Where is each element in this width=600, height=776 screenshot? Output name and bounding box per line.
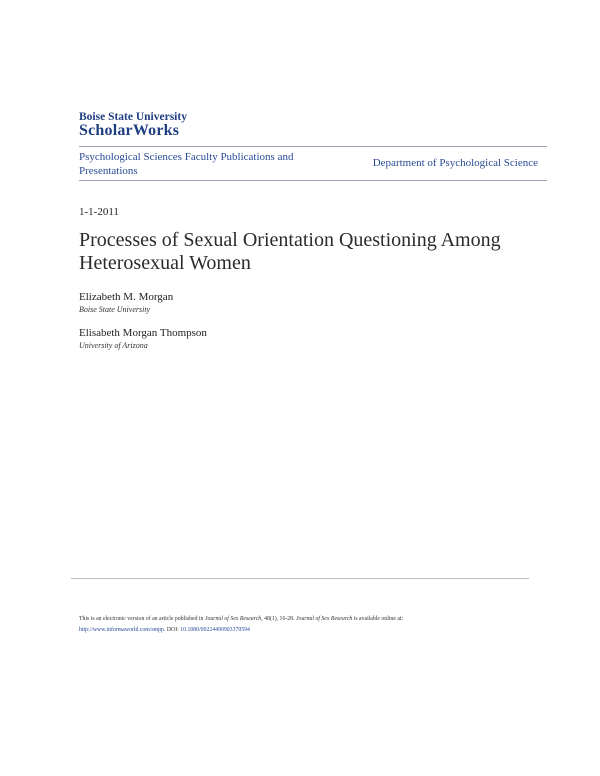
author-name[interactable]: Elizabeth M. Morgan	[79, 291, 174, 303]
footer-divider	[71, 578, 529, 579]
article-title: Processes of Sexual Orientation Questioning Among Heterosexual Women	[79, 229, 501, 274]
citation-footnote	[79, 614, 529, 636]
journal-name: Journal of Sex Research	[295, 616, 353, 622]
series-link[interactable]: Psychological Sciences Faculty Publications and Presentations	[79, 151, 294, 177]
top-divider	[79, 146, 547, 147]
doi-link[interactable]: 10.1080/00224490903370594	[180, 627, 250, 633]
header-divider	[79, 180, 547, 181]
author-affiliation: University of Arizona	[79, 341, 148, 350]
institution-name: Boise State University	[79, 111, 187, 123]
publication-date: 1-1-2011	[79, 206, 119, 218]
doi-label: . DOI:	[163, 627, 181, 633]
footnote-text: is available online at:	[352, 616, 404, 622]
author-affiliation: Boise State University	[79, 305, 151, 314]
footnote-text: This is an electronic version of an article published in	[79, 616, 205, 622]
author-name[interactable]: Elisabeth Morgan Thompson	[79, 327, 207, 339]
publisher-url-link[interactable]: http://www.informaworld.com/smpp	[79, 627, 164, 633]
journal-name: Journal of Sex Research	[204, 616, 262, 622]
repository-logo-link[interactable]: ScholarWorks	[79, 122, 180, 139]
footnote-text: , 48(1), 16-28.	[261, 616, 296, 622]
department-link[interactable]: Department of Psychological Science	[372, 157, 538, 169]
